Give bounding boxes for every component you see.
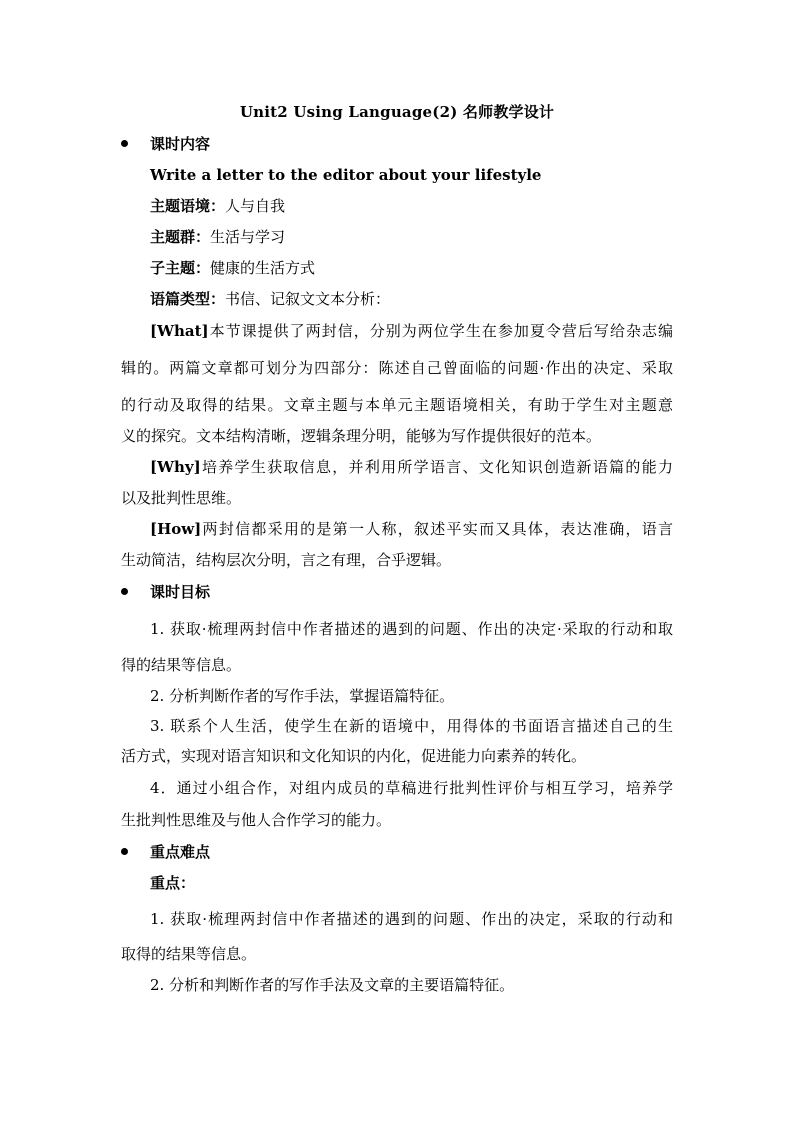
key-point-1-line-2: 取得的结果等信息。 (121, 945, 257, 963)
bullet-icon (121, 588, 128, 595)
key-point-1-line-1: 1. 获取·梳理两封信中作者描述的遇到的问题、作出的决定，采取的行动和 (150, 910, 673, 928)
goal-3-line-2: 活方式，实现对语言知识和文化知识的内化，促进能力向素养的转化。 (121, 747, 587, 765)
section-heading-lesson-content: 课时内容 (150, 135, 211, 153)
how-label: [How] (150, 520, 202, 538)
how-text: 两封信都采用的是第一人称，叙述平实而又具体，表达准确，语言 (201, 520, 673, 538)
how-paragraph-line-1 (150, 519, 673, 539)
goal-1-line-1: 1. 获取·梳理两封信中作者描述的遇到的问题、作出的决定·采取的行动和取 (150, 620, 673, 638)
goal-3-line-1: 3. 联系个人生活，使学生在新的语境中，用得体的书面语言描述自己的生 (150, 717, 673, 735)
document-title: Unit2 Using Language(2) 名师教学设计 (239, 103, 555, 121)
why-paragraph-line-2: 以及批判性思维。 (121, 489, 242, 507)
genre-value: 书信、记叙文文本分析： (225, 290, 391, 308)
section-heading-key-difficulties: 重点难点 (150, 843, 211, 861)
what-paragraph-line-4: 义的探究。文本结构清晰，逻辑条理分明，能够为写作提供很好的范本。 (121, 427, 602, 445)
theme-context-label: 主题语境： (150, 197, 226, 215)
theme-group-label: 主题群： (150, 228, 211, 246)
what-paragraph-line-1 (150, 321, 673, 341)
why-paragraph-line-1 (150, 457, 673, 477)
bullet-icon (121, 140, 128, 147)
key-points-label: 重点： (150, 874, 196, 892)
goal-4-line-2: 生批判性思维及与他人合作学习的能力。 (121, 811, 392, 829)
goal-1-line-2: 得的结果等信息。 (121, 656, 242, 674)
subtopic-value: 健康的生活方式 (210, 259, 316, 277)
subtopic-label: 子主题： (150, 259, 211, 277)
what-label: [What] (150, 322, 209, 340)
why-label: [Why] (150, 458, 201, 476)
how-paragraph-line-2: 生动简洁，结构层次分明，言之有理，合乎逻辑。 (121, 551, 452, 569)
section-heading-lesson-goals: 课时目标 (150, 583, 211, 601)
theme-context (150, 196, 285, 216)
theme-group (150, 227, 285, 247)
lesson-subtitle: Write a letter to the editor about your lifestyle (150, 166, 542, 184)
what-paragraph-line-2: 辑的。两篇文章都可划分为四部分：陈述自己曾面临的问题·作出的决定、采取 (121, 359, 673, 377)
genre-label: 语篇类型： (150, 290, 226, 308)
theme-context-value: 人与自我 (225, 197, 286, 215)
goal-2: 2. 分析判断作者的写作手法，掌握语篇特征。 (150, 687, 455, 705)
key-point-2: 2. 分析和判断作者的写作手法及文章的主要语篇特征。 (150, 976, 515, 994)
why-text: 培养学生获取信息，并利用所学语言、文化知识创造新语篇的能力 (200, 458, 673, 476)
bullet-icon (121, 848, 128, 855)
goal-4-line-1: 4．通过小组合作，对组内成员的草稿进行批判性评价与相互学习，培养学 (150, 779, 673, 797)
what-paragraph-line-3: 的行动及取得的结果。文章主题与本单元主题语境相关，有助于学生对主题意 (121, 396, 673, 414)
what-text: 本节课提供了两封信，分别为两位学生在参加夏令营后写给杂志编 (208, 322, 673, 340)
theme-group-value: 生活与学习 (210, 228, 286, 246)
genre (150, 289, 390, 309)
subtopic (150, 258, 315, 278)
